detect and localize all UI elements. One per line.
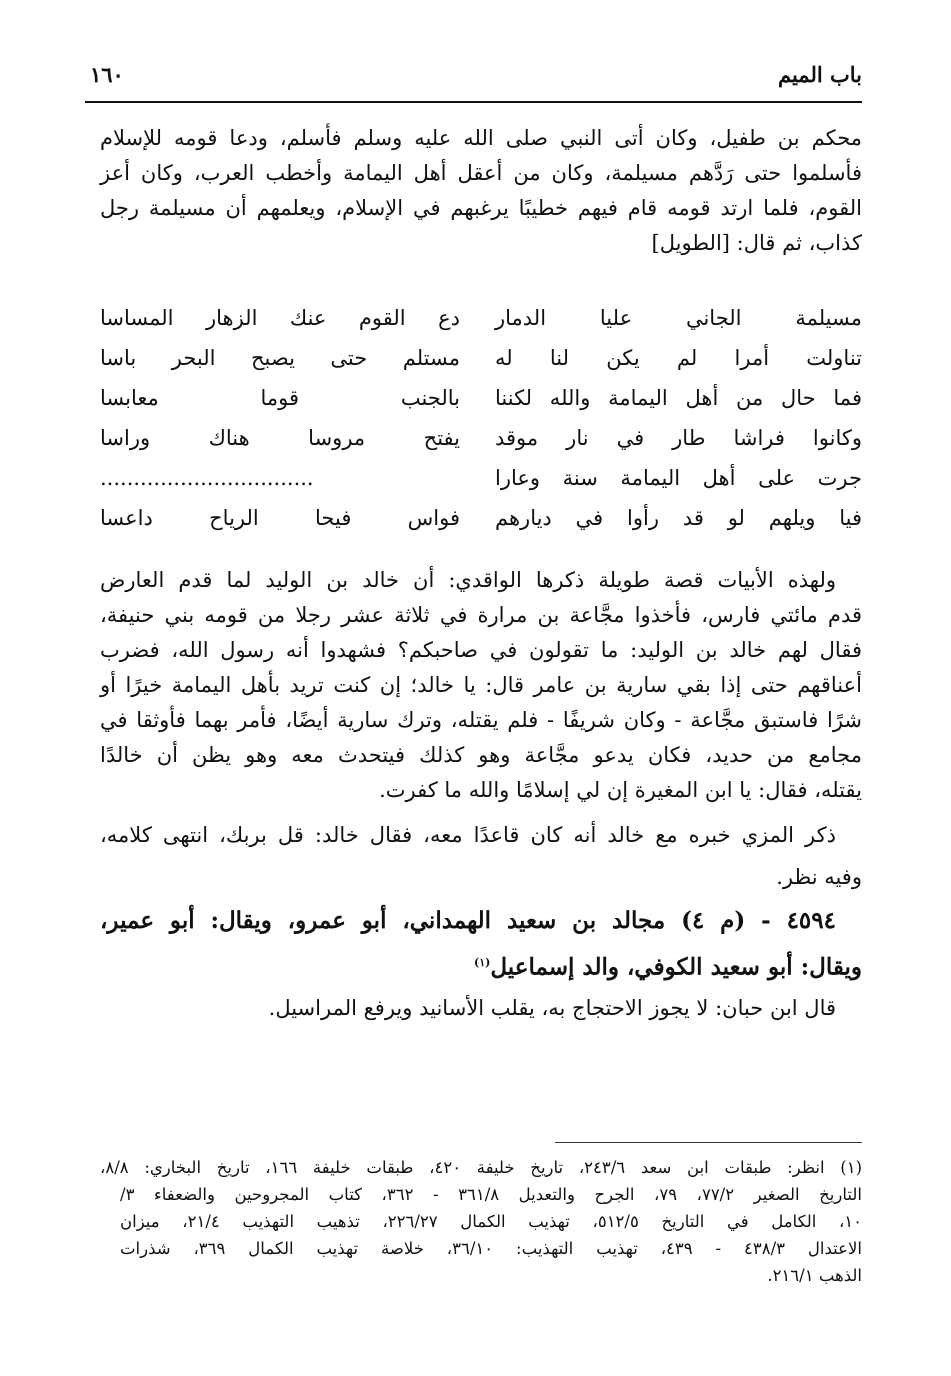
intro-line: محكم بن طفيل، وكان أتى النبي صلى الله عليه وسلم فأسلم، ودعا قومه للإسلام [100,126,862,150]
page-number: ١٦٠ [90,62,124,87]
story-line: فقال لهم خالد بن الوليد: ما تقولون في صاحبكم؟ فشهدوا أنه رسول الله، فضرب [100,638,862,662]
story-line: أعناقهم حتى إذا بقي سارية بن عامر قال: يا خالد؛ إن كنت تريد بأهل اليمامة خيرًا أو [100,673,862,697]
verse-first-hemistich: مسيلمة الجاني عليا الدمار [495,306,862,330]
story-line: يقتله، فقال: يا ابن المغيرة إن لي إسلامًا والله ما كفرت. [379,778,862,802]
footnote-line: (١) انظر: طبقات ابن سعد ٢٤٣/٦، تاريخ خليفة ٤٢٠، طبقات خليفة ١٦٦، تاريخ البخاري: ٨/٨، [100,1158,862,1177]
verse-second-hemistich: بالجنب قوما معابسا [100,386,460,410]
story-line: ولهذه الأبيات قصة طويلة ذكرها الواقدي: أن خالد بن الوليد لما قدم العارض [100,568,836,592]
verse-second-hemistich: يفتح مروسا هناك وراسا [100,426,460,450]
entry-text: قال ابن حبان: لا يجوز الاحتجاج به، يقلب الأسانيد ويرفع المراسيل. [268,996,836,1020]
header-rule [85,101,862,103]
entry-heading-text: ويقال: أبو سعيد الكوفي، والد إسماعيل [490,953,862,981]
story-line: شرًا فاستبق مجَّاعة - وكان شريفًا - فلم يقتله، وترك سارية أيضًا، فأمر بهما فأوثقا في [100,708,862,732]
entry-heading-line [100,948,862,983]
footnote-line: ١٠، الكامل في التاريخ ٥١٢/٥، تهذيب الكمال ٢٢٦/٢٧، تذهيب التهذيب ٢١/٤، ميزان [120,1212,862,1231]
verse-second-hemistich: دع القوم عنك الزهار المساسا [100,306,460,330]
mizzi-line: ذكر المزي خبره مع خالد أنه كان قاعدًا معه، فقال خالد: قل بربك، انتهى كلامه، [100,823,836,847]
intro-line: فأسلموا حتى رَدَّهم مسيلمة، وكان من أعقل أهل اليمامة وأخطب العرب، وكان أعز [100,161,862,185]
verse-second-hemistich: مستلم حتى يصبح البحر باسا [100,346,460,370]
verse-first-hemistich: وكانوا فراشا طار في نار موقد [495,426,862,450]
footnote-rule [555,1142,862,1143]
verse-first-hemistich: جرت على أهل اليمامة سنة وعارا [495,466,862,490]
verse-second-hemistich: فواس فيحا الرياح داعسا [100,506,460,530]
footnote-line: التاريخ الصغير ٧٧/٢، ٧٩، الجرح والتعديل ٣٦١/٨ - ٣٦٢، كتاب المجروحين والضعفاء ٣/ [120,1185,862,1204]
story-line: قدم مائتي فارس، فأخذوا مجَّاعة بن مرارة في ثلاثة عشر رجلا من قومه بني حنيفة، [100,603,862,627]
footnote-line: الذهب ٢١٦/١. [767,1266,862,1285]
intro-line: القوم، فلما ارتد قومه قام فيهم خطيبًا يرغبهم في الإسلام، ويعلمهم أن مسيلمة رجل [100,196,862,220]
intro-line: كذاب، ثم قال: [الطويل] [651,231,862,255]
verse-second-hemistich: ................................ [100,466,314,490]
chapter-title: باب الميم [777,62,862,87]
verse-first-hemistich: تناولت أمرا لم يكن لنا له [495,346,862,370]
verse-first-hemistich: فما حال من أهل اليمامة والله لكننا [495,386,862,410]
footnote-line: الاعتدال ٤٣٨/٣ - ٤٣٩، تهذيب التهذيب: ٣٦/١٠، خلاصة تهذيب الكمال ٣٦٩، شذرات [120,1239,862,1258]
footnote-ref[interactable]: (١) [474,956,491,969]
entry-heading-line: ٤٥٩٤ - (م ٤) مجالد بن سعيد الهمداني، أبو عمرو، ويقال: أبو عمير، [100,907,836,934]
story-line: مجامع من حديد، فكان يدعو مجَّاعة وهو كذلك فيتحدث معه وهو يظن أن خالدًا [100,743,862,767]
mizzi-line: وفيه نظر. [776,865,862,889]
verse-first-hemistich: فيا ويلهم لو قد رأوا في ديارهم [495,506,862,530]
